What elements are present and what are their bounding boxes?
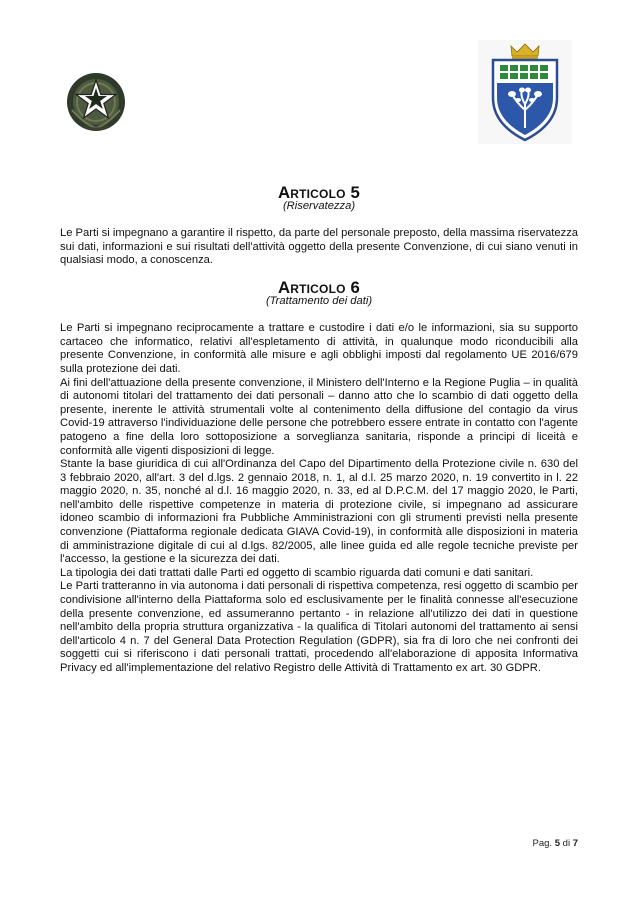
article-5-subtitle: (Riservatezza)	[282, 199, 356, 212]
article-6-paragraph-2: Ai fini dell'attuazione della presente convenzione, il Ministero dell'Interno e la Regione Puglia – in qualità di autonomi titolari del trattamento dei dati personali – danno atto che lo scambio di dati oggetto della presente, inerente le attività strumentali volte al contenimento della diffusione del contagio da virus Covid-19 attraverso l'individuazione delle persone che potrebbero essere entrate in contatto con l'agente patogeno a fine della loro sottoposizione a sorveglianza sanitaria, risponde a principi di liceità e conformità alle vigenti disposizioni di legge.	[60, 376, 578, 457]
article-6-paragraph-1: Le Parti si impegnano reciprocamente a trattare e custodire i dati e/o le informazioni, sia su supporto cartaceo che informatico, relativi all'espletamento di attività, in qualunque modo riconducibili alla presente Convenzione, in conformità alle misure e agli obblighi imposti dal regolamento UE 2016/679 sulla protezione dei dati.	[60, 322, 578, 375]
article-6-subtitle: (Trattamento dei dati)	[265, 294, 373, 307]
regione-puglia-coat-of-arms-icon	[478, 40, 572, 144]
page-number: 5	[554, 838, 561, 849]
of-label: di	[562, 838, 571, 849]
article-5-paragraph: Le Parti si impegnano a garantire il rispetto, da parte del personale preposto, della massima riservatezza sui dati, informazioni e sui risultati dell'attività oggetto della presente Convenzione, di cui siano venuti in qualsiasi modo, a conoscenza.	[60, 227, 579, 267]
article-5-title: Articolo 5	[277, 183, 361, 202]
article-6-paragraph-4: La tipologia dei dati trattati dalle Parti ed oggetto di scambio riguarda dati comuni e dati sanitari.	[60, 566, 534, 579]
page-total: 7	[572, 838, 578, 849]
italian-republic-emblem-icon	[64, 70, 128, 134]
page-label: Pag.	[532, 838, 553, 849]
page-number-footer	[533, 838, 578, 849]
article-6-title: Articolo 6	[277, 277, 361, 297]
document-body	[60, 183, 579, 676]
article-6-paragraph-3: Stante la base giuridica di cui all'Ordinanza del Capo del Dipartimento della Protezione civile n. 630 del 3 febbraio 2020, all'art. 3 del d.lgs. 2 gennaio 2018, n. 1, al d.l. 25 marzo 2020, n. 19 convertito in l. 22 maggio 2020, n. 35, nonché al d.l. 16 maggio 2020, n. 33, ed al D.P.C.M. del 17 maggio 2020, le Parti, nell'ambito delle rispettive competenze in materia di protezione civile, si impegnano ad assicurare idoneo scambio di informazioni fra Pubbliche Amministrazioni con gli strumenti previsti nella presente convenzione (Piattaforma regionale dedicata GIAVA Covid-19), in conformità alle disposizioni in materia di amministrazione digitale di cui al d.lgs. 82/2005, alle linee guida ed alle regole tecniche previste per l'accesso, la gestione e la sicurezza dei dati.	[60, 458, 578, 566]
article-6-paragraph-5: Le Parti tratteranno in via autonoma i dati personali di rispettiva competenza, resi oggetto di scambio per condivisione all'interno della Piattaforma solo ed esclusivamente per le finalità connesse all'esecuzione della presente convenzione, ed assumeranno pertanto - in relazione all'utilizzo dei dati in questione nell'ambito della propria struttura organizzativa - la qualifica di Titolari autonomi del trattamento ai sensi dell'articolo 4 n. 7 del General Data Protection Regulation (GDPR), sia fra di loro che nei confronti dei soggetti cui si riferiscono i dati personali trattati, procedendo all'elaborazione di apposita Informativa Privacy ed all'implementazione del relativo Registro delle Attività di Trattamento ex art. 30 GDPR.	[60, 580, 578, 674]
